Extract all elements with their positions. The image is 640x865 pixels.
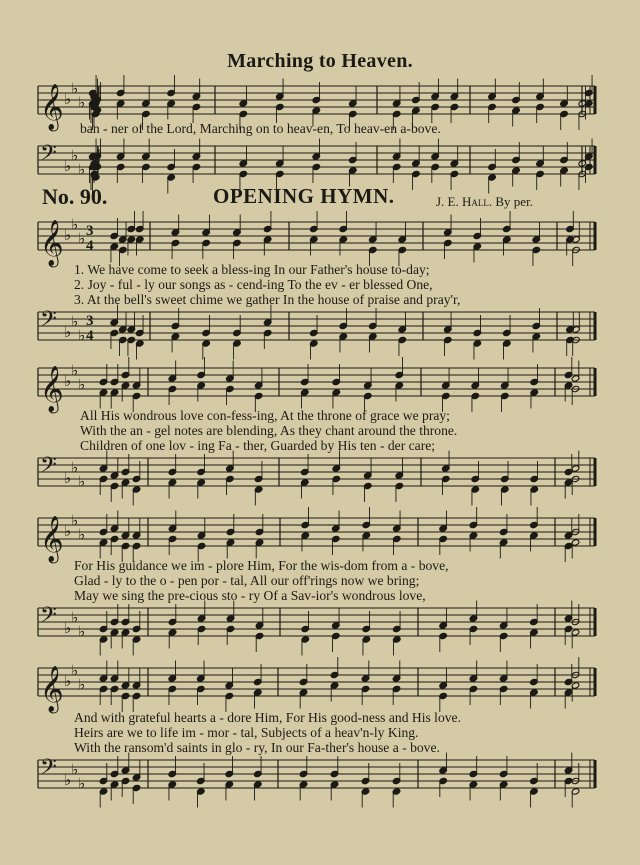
svg-text:♭: ♭ xyxy=(71,458,79,477)
section-title: Marching to Heaven. xyxy=(227,50,413,72)
system-2-verse-3: Children of one lov - ing Fa - ther, Guarded by His ten - der care; xyxy=(80,438,436,453)
svg-text:𝄞: 𝄞 xyxy=(40,366,64,412)
svg-text:4: 4 xyxy=(86,238,94,254)
system-2-verse-1: All His wondrous love con-fess-ing, At the throne of grace we pray; xyxy=(80,408,450,423)
system-4-bass-staff xyxy=(0,752,640,808)
svg-text:4: 4 xyxy=(86,328,94,344)
svg-text:𝄞: 𝄞 xyxy=(40,220,64,266)
system-2-bass-staff xyxy=(0,450,640,506)
svg-text:♭: ♭ xyxy=(71,608,79,627)
svg-text:♭: ♭ xyxy=(64,90,72,108)
svg-text:♭: ♭ xyxy=(78,472,86,491)
svg-text:♭: ♭ xyxy=(64,157,72,175)
hymn-number: No. 90. xyxy=(42,184,108,209)
author: J. E. Hall. xyxy=(436,194,493,209)
system-1-verse-3: 3. At the bell's sweet chime we gather In the house of praise and pray'r, xyxy=(74,292,461,307)
system-4-verse-3: With the ransom'd saints in glo - ry, In our Fa-ther's house a - bove. xyxy=(74,740,440,755)
svg-text:𝄢: 𝄢 xyxy=(40,603,57,633)
system-1-verse-2: 2. Joy - ful - ly our songs as - cend-ing To the ev - er blessed One, xyxy=(74,277,433,292)
svg-text:𝄞: 𝄞 xyxy=(40,516,64,562)
system-3-verse-3: May we sing the pre-cious sto - ry Of a Sav-ior's wondrous love, xyxy=(74,588,426,603)
svg-text:3: 3 xyxy=(86,223,94,239)
svg-text:♭: ♭ xyxy=(71,79,79,98)
svg-text:♭: ♭ xyxy=(78,622,86,641)
top-bass-staff xyxy=(0,138,640,188)
svg-text:♭: ♭ xyxy=(64,619,72,637)
system-3-verse-2: Glad - ly to the o - pen por - tal, All our off'rings now we bring; xyxy=(74,573,420,588)
svg-text:𝄢: 𝄢 xyxy=(40,141,57,171)
svg-text:♭: ♭ xyxy=(78,675,86,694)
svg-text:♭: ♭ xyxy=(71,215,79,234)
svg-text:♭: ♭ xyxy=(71,760,79,779)
svg-text:𝄢: 𝄢 xyxy=(40,453,57,483)
svg-text:3: 3 xyxy=(86,313,94,329)
system-4-verse-1: And with grateful hearts a - dore Him, For His good-ness and His love. xyxy=(74,710,461,725)
svg-text:𝄞: 𝄞 xyxy=(40,666,64,712)
svg-text:♭: ♭ xyxy=(71,661,79,680)
svg-text:♭: ♭ xyxy=(71,361,79,380)
svg-text:♭: ♭ xyxy=(64,771,72,789)
svg-text:♭: ♭ xyxy=(64,469,72,487)
svg-text:♭: ♭ xyxy=(78,375,86,394)
svg-text:♭: ♭ xyxy=(64,672,72,690)
hymn-title: OPENING HYMN. xyxy=(213,184,395,208)
svg-text:♭: ♭ xyxy=(78,525,86,544)
svg-text:♭: ♭ xyxy=(78,326,86,345)
svg-text:𝄞: 𝄞 xyxy=(40,84,64,130)
system-4-treble-staff xyxy=(0,660,640,716)
svg-text:♭: ♭ xyxy=(71,312,79,331)
system-2-verse-2: With the an - gel notes are blending, As they chant around the throne. xyxy=(80,423,458,438)
svg-text:♭: ♭ xyxy=(64,372,72,390)
system-4-verse-2: Heirs are we to life im - mor - tal, Subjects of a heav'n-ly King. xyxy=(74,725,419,740)
svg-text:♭: ♭ xyxy=(64,226,72,244)
system-1-verse-1: 1. We have come to seek a bless-ing In our Father's house to-day; xyxy=(74,262,430,277)
svg-text:♭: ♭ xyxy=(71,146,79,165)
svg-text:♭: ♭ xyxy=(78,229,86,248)
system-1-bass-staff xyxy=(0,304,640,360)
hymn-credit xyxy=(436,194,533,210)
svg-text:𝄢: 𝄢 xyxy=(40,755,57,785)
svg-text:♭: ♭ xyxy=(64,522,72,540)
svg-text:♭: ♭ xyxy=(78,160,86,179)
svg-text:♭: ♭ xyxy=(78,774,86,793)
svg-text:♭: ♭ xyxy=(71,511,79,530)
svg-text:♭: ♭ xyxy=(64,323,72,341)
svg-text:𝄢: 𝄢 xyxy=(40,307,57,337)
system-3-bass-staff xyxy=(0,600,640,656)
svg-text:♭: ♭ xyxy=(78,93,86,112)
permission: By per. xyxy=(495,194,533,209)
system-3-verse-1: For His guidance we im - plore Him, For the wis-dom from a - bove, xyxy=(74,558,449,573)
